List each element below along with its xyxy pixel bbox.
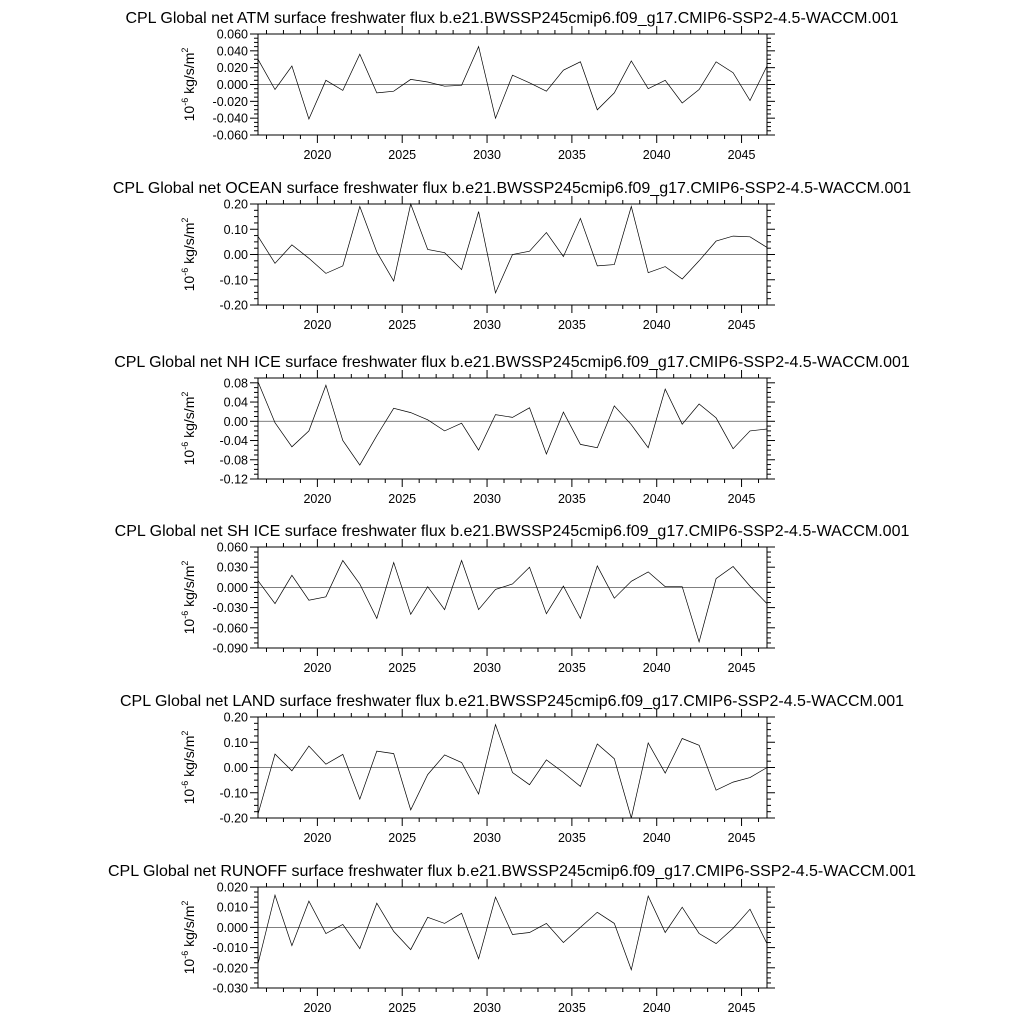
y-tick-label: -0.04 [219, 434, 248, 449]
y-tick-label: -0.20 [219, 811, 248, 826]
y-tick-label: 0.010 [216, 900, 248, 915]
plot-frame [258, 547, 767, 648]
plot-frame [258, 378, 767, 479]
panel-land [120, 693, 904, 845]
x-tick-label: 2025 [388, 148, 417, 162]
panel-title: CPL Global net SH ICE surface freshwater flux b.e21.BWSSP245cmip6.f09_g17.CMIP6-SSP2-4.5-WACCM.001 [114, 523, 910, 540]
y-tick-label: -0.030 [212, 601, 248, 616]
series-line [258, 382, 767, 465]
y-tick-label: -0.08 [219, 453, 248, 468]
y-tick-label: -0.090 [212, 641, 248, 656]
panel-title: CPL Global net OCEAN surface freshwater flux b.e21.BWSSP245cmip6.f09_g17.CMIP6-SSP2-4.5-WACCM.001 [112, 180, 912, 197]
panel-title: CPL Global net RUNOFF surface freshwater flux b.e21.BWSSP245cmip6.f09_g17.CMIP6-SSP2-4.5-WACCM.001 [107, 863, 917, 880]
y-label-unit-exponent: 2 [180, 391, 190, 397]
y-label-unit-exponent: 2 [180, 900, 190, 906]
series-line [258, 47, 767, 119]
y-tick-label: 0.000 [216, 78, 248, 92]
y-tick-label: -0.030 [212, 981, 248, 996]
y-tick-label: -0.010 [212, 941, 248, 956]
y-tick-label: -0.060 [212, 621, 248, 636]
y-label-base: 10 [181, 788, 197, 805]
x-tick-label: 2035 [557, 318, 586, 332]
series-line [258, 561, 767, 642]
y-axis-label [180, 731, 197, 805]
panel-runoff [108, 863, 916, 1015]
x-tick-label: 2040 [642, 492, 671, 506]
panel-ocean [113, 180, 911, 332]
y-axis-label [180, 901, 197, 975]
x-tick-label: 2030 [473, 492, 501, 506]
x-tick-label: 2035 [557, 661, 586, 675]
x-tick-label: 2025 [388, 831, 417, 845]
y-tick-label: 0.00 [223, 414, 248, 429]
series-line [258, 725, 767, 818]
x-tick-label: 2025 [388, 318, 417, 332]
y-tick-label: 0.060 [216, 540, 248, 555]
y-label-unit: kg/s/m [181, 565, 197, 611]
x-tick-label: 2035 [557, 492, 586, 506]
x-tick-label: 2030 [473, 318, 501, 332]
x-tick-label: 2045 [727, 318, 756, 332]
x-tick-label: 2020 [303, 318, 332, 332]
y-label-exponent: -6 [180, 97, 190, 106]
y-tick-label: 0.030 [216, 560, 248, 575]
x-tick-label: 2030 [473, 831, 501, 845]
y-tick-label: -0.040 [212, 111, 248, 126]
y-label-base: 10 [181, 449, 197, 466]
y-label-unit: kg/s/m [181, 222, 197, 268]
x-tick-label: 2045 [727, 661, 756, 675]
y-label-unit: kg/s/m [181, 905, 197, 951]
y-axis-label [180, 48, 197, 122]
x-tick-label: 2035 [557, 1001, 586, 1015]
series-line [258, 204, 767, 293]
y-tick-label: 0.060 [216, 27, 248, 42]
y-tick-label: 0.20 [223, 197, 248, 212]
x-tick-label: 2025 [388, 1001, 417, 1015]
x-tick-label: 2020 [303, 831, 332, 845]
y-label-base: 10 [181, 275, 197, 292]
x-tick-label: 2020 [303, 148, 332, 162]
y-label-base: 10 [181, 105, 197, 122]
y-label-base: 10 [181, 958, 197, 975]
y-label-unit-exponent: 2 [180, 560, 190, 566]
panel-title: CPL Global net NH ICE surface freshwater flux b.e21.BWSSP245cmip6.f09_g17.CMIP6-SSP2-4.5-WACCM.001 [114, 354, 910, 371]
y-label-base: 10 [181, 618, 197, 635]
y-tick-label: -0.10 [219, 786, 248, 801]
x-tick-label: 2025 [388, 492, 417, 506]
x-tick-label: 2035 [557, 831, 586, 845]
panel-nh [114, 354, 910, 506]
y-tick-label: -0.10 [219, 273, 248, 288]
x-tick-label: 2040 [642, 661, 671, 675]
y-tick-label: 0.20 [223, 710, 248, 725]
y-label-exponent: -6 [180, 780, 190, 789]
y-label-exponent: -6 [180, 950, 190, 959]
y-label-exponent: -6 [180, 610, 190, 619]
y-label-unit: kg/s/m [181, 735, 197, 781]
y-tick-label: 0.020 [216, 61, 248, 76]
plot-frame [258, 887, 767, 988]
y-tick-label: -0.12 [219, 472, 248, 487]
x-tick-label: 2045 [727, 492, 756, 506]
y-tick-label: 0.10 [223, 222, 248, 237]
y-tick-label: 0.08 [223, 376, 248, 391]
y-tick-label: 0.040 [216, 44, 248, 59]
y-axis-label [180, 218, 197, 292]
panel-title: CPL Global net LAND surface freshwater flux b.e21.BWSSP245cmip6.f09_g17.CMIP6-SSP2-4.5-WACCM.001 [119, 693, 905, 710]
y-label-unit-exponent: 2 [180, 47, 190, 53]
panel-sh [115, 523, 910, 675]
x-tick-label: 2045 [727, 831, 756, 845]
x-tick-label: 2030 [473, 148, 501, 162]
y-label-unit-exponent: 2 [180, 730, 190, 736]
y-label-exponent: -6 [180, 267, 190, 276]
y-label-unit: kg/s/m [181, 396, 197, 442]
x-tick-label: 2030 [473, 1001, 501, 1015]
y-tick-label: 0.00 [223, 761, 248, 775]
x-tick-label: 2040 [642, 831, 671, 845]
y-tick-label: -0.020 [212, 94, 248, 109]
x-tick-label: 2020 [303, 661, 332, 675]
y-label-exponent: -6 [180, 441, 190, 450]
x-tick-label: 2035 [557, 148, 586, 162]
y-tick-label: -0.20 [219, 298, 248, 313]
y-axis-label [180, 392, 197, 466]
y-axis-label [180, 561, 197, 635]
panel-title: CPL Global net ATM surface freshwater flux b.e21.BWSSP245cmip6.f09_g17.CMIP6-SSP2-4.5-WACCM.001 [125, 10, 899, 27]
x-tick-label: 2040 [642, 1001, 671, 1015]
x-tick-label: 2045 [727, 1001, 756, 1015]
series-line [258, 895, 767, 970]
y-tick-label: -0.020 [212, 961, 248, 976]
panel-atm [125, 10, 898, 162]
y-tick-label: 0.10 [223, 735, 248, 750]
y-tick-label: 0.04 [223, 395, 248, 410]
x-tick-label: 2040 [642, 318, 671, 332]
x-tick-label: 2030 [473, 661, 501, 675]
y-label-unit: kg/s/m [181, 52, 197, 98]
x-tick-label: 2040 [642, 148, 671, 162]
x-tick-label: 2020 [303, 492, 332, 506]
x-tick-label: 2025 [388, 661, 417, 675]
y-tick-label: 0.020 [216, 880, 248, 895]
y-tick-label: 0.000 [216, 920, 248, 935]
y-label-unit-exponent: 2 [180, 217, 190, 223]
y-tick-label: -0.060 [212, 128, 248, 143]
y-tick-label: 0.000 [216, 580, 248, 595]
x-tick-label: 2020 [303, 1001, 332, 1015]
x-tick-label: 2045 [727, 148, 756, 162]
y-tick-label: 0.00 [223, 248, 248, 262]
